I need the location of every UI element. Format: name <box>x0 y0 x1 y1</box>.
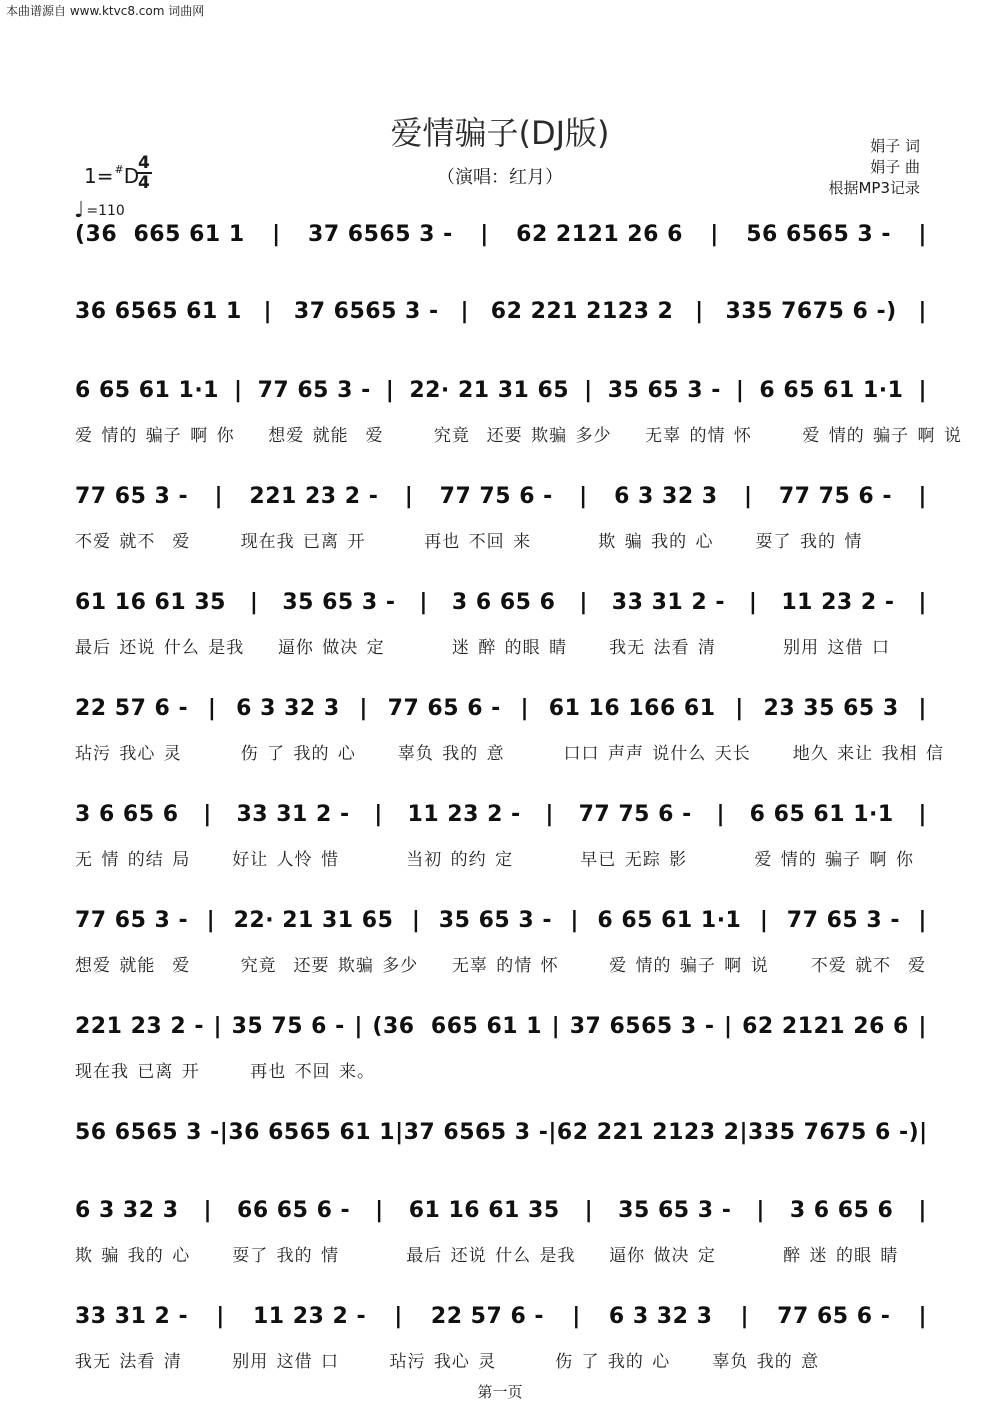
system-8 <box>75 908 927 988</box>
notes-row <box>75 378 927 418</box>
measure: 62 221 2123 2 <box>490 299 674 324</box>
measure: 6 3 32 3 <box>236 696 340 721</box>
barline: | <box>918 299 927 324</box>
watermark: 本曲谱源自 www.ktvc8.com 词曲网 <box>6 4 205 18</box>
measure: 33 31 2 - <box>236 802 350 827</box>
measure: 61 16 61 35 <box>75 590 226 615</box>
system-1 <box>75 222 927 302</box>
system-2 <box>75 299 927 379</box>
measure: 11 23 2 - <box>252 1304 367 1329</box>
measure: 62 221 2123 2 <box>556 1120 740 1145</box>
measure: 77 65 6 - <box>777 1304 891 1329</box>
system-4 <box>75 484 927 564</box>
notes-row <box>75 1198 927 1238</box>
key-signature <box>84 163 139 188</box>
measure: 6 65 61 1·1 <box>749 802 894 827</box>
measure: 221 23 2 - <box>75 1014 204 1039</box>
system-12 <box>75 1304 927 1384</box>
tempo-marking <box>74 198 125 223</box>
barline: | <box>918 908 927 933</box>
barline: | <box>216 1304 225 1329</box>
measure: 33 31 2 - <box>611 590 725 615</box>
barline: | <box>374 802 383 827</box>
measure: 77 75 6 - <box>778 484 893 509</box>
measure: 56 6565 3 - <box>746 222 892 247</box>
measure: 77 75 6 - <box>439 484 553 509</box>
measure: 62 2121 26 6 <box>516 222 683 247</box>
measure: 23 35 65 3 <box>763 696 899 721</box>
lyrics-row: 爱 情的 骗子 啊 你 想爱 就能 爱 究竟 还要 欺骗 多少 无辜 的情 怀 爱 情的 骗子 啊 说 <box>75 426 962 446</box>
measure: 6 65 61 1·1 <box>597 908 742 933</box>
barline: | <box>919 1120 928 1145</box>
barline: | <box>375 1198 384 1223</box>
barline: | <box>359 696 368 721</box>
measure: 22 57 6 - <box>430 1304 545 1329</box>
barline: | <box>710 222 719 247</box>
key-letter: D <box>123 164 140 188</box>
barline: | <box>756 1198 765 1223</box>
barline: | <box>735 696 744 721</box>
measure: 35 65 3 - <box>438 908 552 933</box>
barline: | <box>234 378 243 403</box>
measure: 6 65 61 1·1 <box>759 378 904 403</box>
barline: | <box>584 378 593 403</box>
measure: 3 6 65 6 <box>789 1198 894 1223</box>
measure: 77 75 6 - <box>578 802 692 827</box>
measure: 33 31 2 - <box>75 1304 189 1329</box>
barline: | <box>394 1304 403 1329</box>
measure: 335 7675 6 -) <box>725 299 897 324</box>
barline: | <box>918 1014 927 1039</box>
measure: 22· 21 31 65 <box>409 378 570 403</box>
notes-row <box>75 802 927 842</box>
measure: 36 6565 61 1 <box>75 299 242 324</box>
barline: | <box>724 1014 733 1039</box>
notes-row <box>75 484 927 524</box>
system-3 <box>75 378 962 458</box>
lyrics-row: 我无 法看 清 别用 这借 口 玷污 我心 灵 伤 了 我的 心 辜负 我的 意 <box>75 1352 820 1372</box>
measure: 6 65 61 1·1 <box>75 378 219 403</box>
measure: 77 65 3 - <box>75 908 189 933</box>
barline: | <box>918 590 927 615</box>
measure: 6 3 32 3 <box>608 1304 713 1329</box>
barline: | <box>411 908 421 933</box>
barline: | <box>206 908 216 933</box>
measure: 37 6565 3 - <box>569 1014 715 1039</box>
barline: | <box>460 299 469 324</box>
time-bottom: 4 <box>138 173 150 193</box>
measure: 77 65 3 - <box>75 484 189 509</box>
lyrics-row: 欺 骗 我的 心 耍了 我的 情 最后 还说 什么 是我 逼你 做决 定 醉 迷 的眼 睛 <box>75 1246 899 1266</box>
measure: 6 3 32 3 <box>75 1198 179 1223</box>
measure: 66 65 6 - <box>237 1198 351 1223</box>
barline: | <box>419 590 428 615</box>
notes-row <box>75 590 927 630</box>
measure: 22· 21 31 65 <box>233 908 394 933</box>
tempo-value: =110 <box>86 202 125 219</box>
barline: | <box>584 1198 594 1223</box>
barline: | <box>354 1014 363 1039</box>
page-title: 爱情骗子(DJ版) <box>390 114 610 152</box>
barline: | <box>572 1304 581 1329</box>
barline: | <box>404 484 414 509</box>
lyrics-row: 无 情 的结 局 好让 人怜 惜 当初 的约 定 早已 无踪 影 爱 情的 骗子 啊 你 <box>75 850 914 870</box>
barline: | <box>203 1198 213 1223</box>
measure: 22 57 6 - <box>75 696 189 721</box>
measure: 35 65 3 - <box>618 1198 732 1223</box>
barline: | <box>918 696 927 721</box>
measure: 11 23 2 - <box>781 590 895 615</box>
barline: | <box>918 222 927 247</box>
measure: 6 3 32 3 <box>614 484 718 509</box>
measure: 35 65 3 - <box>282 590 396 615</box>
system-10 <box>75 1120 927 1200</box>
lyrics-row: 玷污 我心 灵 伤 了 我的 心 辜负 我的 意 口口 声声 说什么 天长 地久 来让 我相 信 <box>75 744 944 764</box>
measure: 36 6565 61 1 <box>228 1120 396 1145</box>
measure: 37 6565 3 - <box>403 1120 549 1145</box>
measure: 35 65 3 - <box>607 378 721 403</box>
barline: | <box>918 1304 927 1329</box>
system-5 <box>75 590 927 670</box>
measure: 37 6565 3 - <box>293 299 439 324</box>
measure: 77 65 3 - <box>786 908 900 933</box>
page-footer: 第一页 <box>477 1383 523 1401</box>
notes-row <box>75 908 927 948</box>
barline: | <box>735 378 745 403</box>
lyricist: 娟子 词 <box>870 137 920 155</box>
barline: | <box>570 908 579 933</box>
credits <box>828 136 920 199</box>
key-prefix: 1= <box>84 164 114 188</box>
notes-row <box>75 222 927 262</box>
barline: | <box>249 590 259 615</box>
measure: 77 65 6 - <box>387 696 501 721</box>
system-9 <box>75 1014 927 1094</box>
lyrics-row: 想爱 就能 爱 究竟 还要 欺骗 多少 无辜 的情 怀 爱 情的 骗子 啊 说 不爱 就不 爱 <box>75 956 926 976</box>
measure: 77 65 3 - <box>257 378 371 403</box>
notes-row <box>75 299 927 339</box>
notes-row <box>75 1014 927 1054</box>
barline: | <box>548 1120 557 1145</box>
notes-row <box>75 1304 927 1344</box>
measure: 61 16 61 35 <box>408 1198 560 1223</box>
barline: | <box>207 696 217 721</box>
quarter-note-icon: ♩ <box>74 198 85 223</box>
source-note: 根据MP3记录 <box>828 179 920 197</box>
barline: | <box>918 378 927 403</box>
key-accidental: # <box>114 163 124 176</box>
composer: 娟子 曲 <box>870 158 920 176</box>
time-top: 4 <box>138 153 150 173</box>
measure: 62 2121 26 6 <box>742 1014 909 1039</box>
barline: | <box>219 1120 229 1145</box>
notes-row <box>75 696 927 736</box>
measure: 11 23 2 - <box>407 802 521 827</box>
barline: | <box>214 484 224 509</box>
measure: 3 6 65 6 <box>451 590 556 615</box>
barline: | <box>743 484 753 509</box>
barline: | <box>385 378 395 403</box>
measure: 61 16 166 61 <box>548 696 716 721</box>
barline: | <box>480 222 489 247</box>
measure: (36 665 61 1 <box>372 1014 543 1039</box>
barline: | <box>263 299 273 324</box>
subtitle-singer: （演唱：红月） <box>437 167 563 188</box>
barline: | <box>740 1304 750 1329</box>
notes-row <box>75 1120 927 1160</box>
barline: | <box>551 1014 561 1039</box>
measure: (36 665 61 1 <box>75 222 245 247</box>
barline: | <box>748 590 758 615</box>
barline: | <box>918 802 927 827</box>
barline: | <box>579 590 588 615</box>
barline: | <box>395 1120 404 1145</box>
barline: | <box>579 484 588 509</box>
barline: | <box>759 908 769 933</box>
system-11 <box>75 1198 927 1278</box>
barline: | <box>545 802 554 827</box>
barline: | <box>203 802 212 827</box>
measure: 56 6565 3 - <box>75 1120 220 1145</box>
lyrics-row: 现在我 已离 开 再也 不回 来。 <box>75 1062 376 1082</box>
time-signature <box>136 154 152 192</box>
measure: 37 6565 3 - <box>308 222 453 247</box>
system-7 <box>75 802 927 882</box>
barline: | <box>520 696 530 721</box>
lyrics-row: 最后 还说 什么 是我 逼你 做决 定 迷 醉 的眼 睛 我无 法看 清 别用 这借 口 <box>75 638 890 658</box>
barline: | <box>739 1120 749 1145</box>
measure: 3 6 65 6 <box>75 802 179 827</box>
measure: 35 75 6 - <box>231 1014 345 1039</box>
barline: | <box>918 1198 927 1223</box>
barline: | <box>695 299 704 324</box>
measure: 335 7675 6 -) <box>748 1120 920 1145</box>
barline: | <box>918 484 927 509</box>
barline: | <box>272 222 281 247</box>
measure: 221 23 2 - <box>249 484 379 509</box>
barline: | <box>213 1014 223 1039</box>
barline: | <box>716 802 725 827</box>
lyrics-row: 不爱 就不 爱 现在我 已离 开 再也 不回 来 欺 骗 我的 心 耍了 我的 情 <box>75 532 863 552</box>
system-6 <box>75 696 944 776</box>
